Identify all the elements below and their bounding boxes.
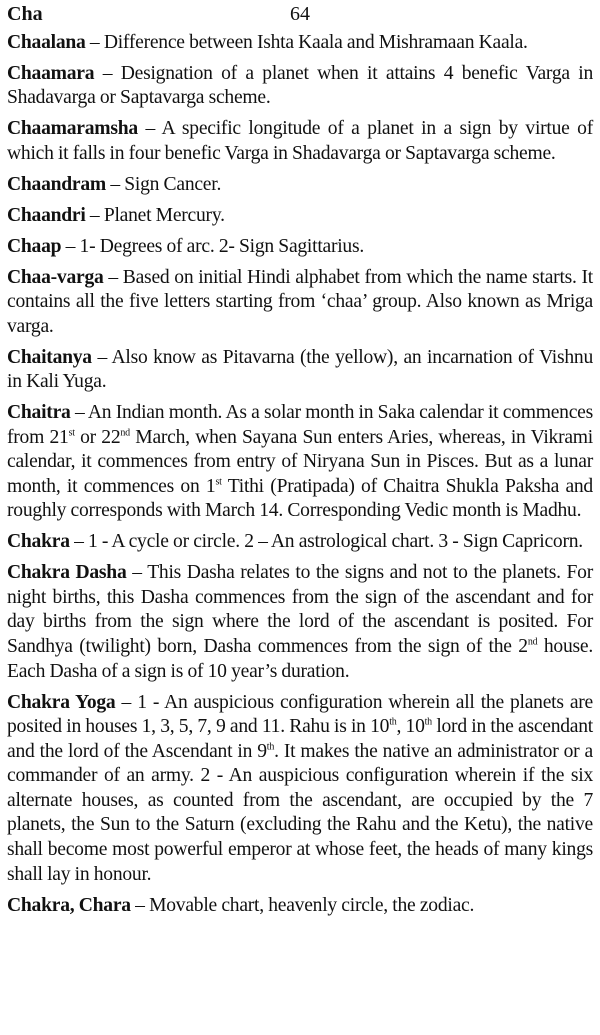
entry-term: Chaitra xyxy=(7,402,71,424)
entry-definition: – Planet Mercury. xyxy=(85,204,225,226)
entry-term: Chaap xyxy=(7,235,62,257)
entry-term: Chaandri xyxy=(7,204,86,226)
entry-term: Chakra, Chara xyxy=(7,894,131,916)
superscript: th xyxy=(389,716,397,728)
entry-definition: – Difference between Ishta Kaala and Mishramaan Kaala. xyxy=(85,32,528,53)
entry-definition: – Based on initial Hindi alphabet from which the name starts. It contains all the five letters starting from ‘chaa’ group. Also known as Mriga varga. xyxy=(7,266,593,337)
entry-term: Chaandram xyxy=(7,173,107,195)
entry-definition: – Also know as Pitavarna (the yellow), an incarnation of Vishnu in Kali Yuga. xyxy=(7,346,594,393)
guide-word: Cha xyxy=(7,3,43,25)
entry-term: Chaamaramsha xyxy=(7,118,138,140)
superscript: nd xyxy=(120,427,130,439)
entry-definition: – 1- Degrees of arc. 2- Sign Sagittarius. xyxy=(61,235,364,257)
dictionary-entry xyxy=(7,117,593,166)
dictionary-entry xyxy=(7,401,593,524)
dictionary-entry xyxy=(7,346,593,395)
dictionary-entry xyxy=(7,31,593,56)
superscript: th xyxy=(424,716,432,728)
dictionary-entry xyxy=(7,235,593,260)
superscript: st xyxy=(68,427,75,439)
entry-term: Chaamara xyxy=(7,62,95,84)
entry-term: Chaa-varga xyxy=(7,266,104,288)
dictionary-entry xyxy=(7,894,593,919)
dictionary-entry xyxy=(7,173,593,198)
entry-definition: – 1 - An auspicious configuration wherein all the planets are posited in houses 1, 3, 5, 7, 9 and 11. Rahu is in 10th, 10th lord in the ascendant and the lord of the Ascendant in 9th. It makes the native an administrator or a commander of an army. 2 - An auspicious configuration wherein if the six alternate houses, as counted from the ascendant, are occupied by the 7 planets, the Sun to the Saturn (excluding the Rahu and the Ketu), the native shall become most powerful emperor at whose feet, the heads of many kings shall lay in honour. xyxy=(7,691,593,885)
entry-term: Chakra Dasha xyxy=(7,562,127,584)
superscript: th xyxy=(266,741,275,753)
dictionary-entry xyxy=(7,266,593,340)
entry-definition: – Sign Cancer. xyxy=(106,173,222,195)
entry-definition: – Designation of a planet when it attains 4 benefic Varga in Shadavarga or Saptavarga scheme. xyxy=(7,62,594,109)
entry-definition: – 1 - A cycle or circle. 2 – An astrological chart. 3 - Sign Capricorn. xyxy=(69,531,583,553)
dictionary-entry xyxy=(7,62,593,111)
entry-definition: – An Indian month. As a solar month in Saka calendar it commences from 21st or 22nd March, when Sayana Sun enters Aries, whereas, in Vikrami calendar, it commences from entry of Niryana Sun in Pisces. But as a lunar month, it commences on 1st Tithi (Pratipada) of Chaitra Shukla Paksha and roughly corresponds with March 14. Corresponding Vedic month is Madhu. xyxy=(7,402,593,522)
superscript: nd xyxy=(527,636,538,648)
page-header xyxy=(7,1,593,27)
entry-definition: – A specific longitude of a planet in a sign by virtue of which it falls in four benefic Varga in Shadavarga or Saptavarga scheme. xyxy=(7,118,593,164)
entry-list xyxy=(7,31,593,924)
entry-term: Chaitanya xyxy=(7,346,92,368)
entry-term: Chakra Yoga xyxy=(7,691,116,713)
entry-definition: – This Dasha relates to the signs and not to the planets. For night births, this Dasha commences from the sign of the ascendant and for day births from the sign where the lord of the ascendant is posited. For Sandhya (twilight) born, Dasha commences from the sign of the 2nd house. Each Dasha of a sign is of 10 year’s duration. xyxy=(7,562,593,682)
dictionary-entry xyxy=(7,530,593,555)
dictionary-entry xyxy=(7,561,593,684)
dictionary-entry xyxy=(7,691,593,888)
entry-definition: – Movable chart, heavenly circle, the zodiac. xyxy=(130,894,475,916)
entry-term: Chaalana xyxy=(7,32,86,53)
dictionary-entry xyxy=(7,204,593,229)
entry-term: Chakra xyxy=(7,531,70,553)
page-number: 64 xyxy=(290,3,310,25)
superscript: st xyxy=(215,476,222,488)
